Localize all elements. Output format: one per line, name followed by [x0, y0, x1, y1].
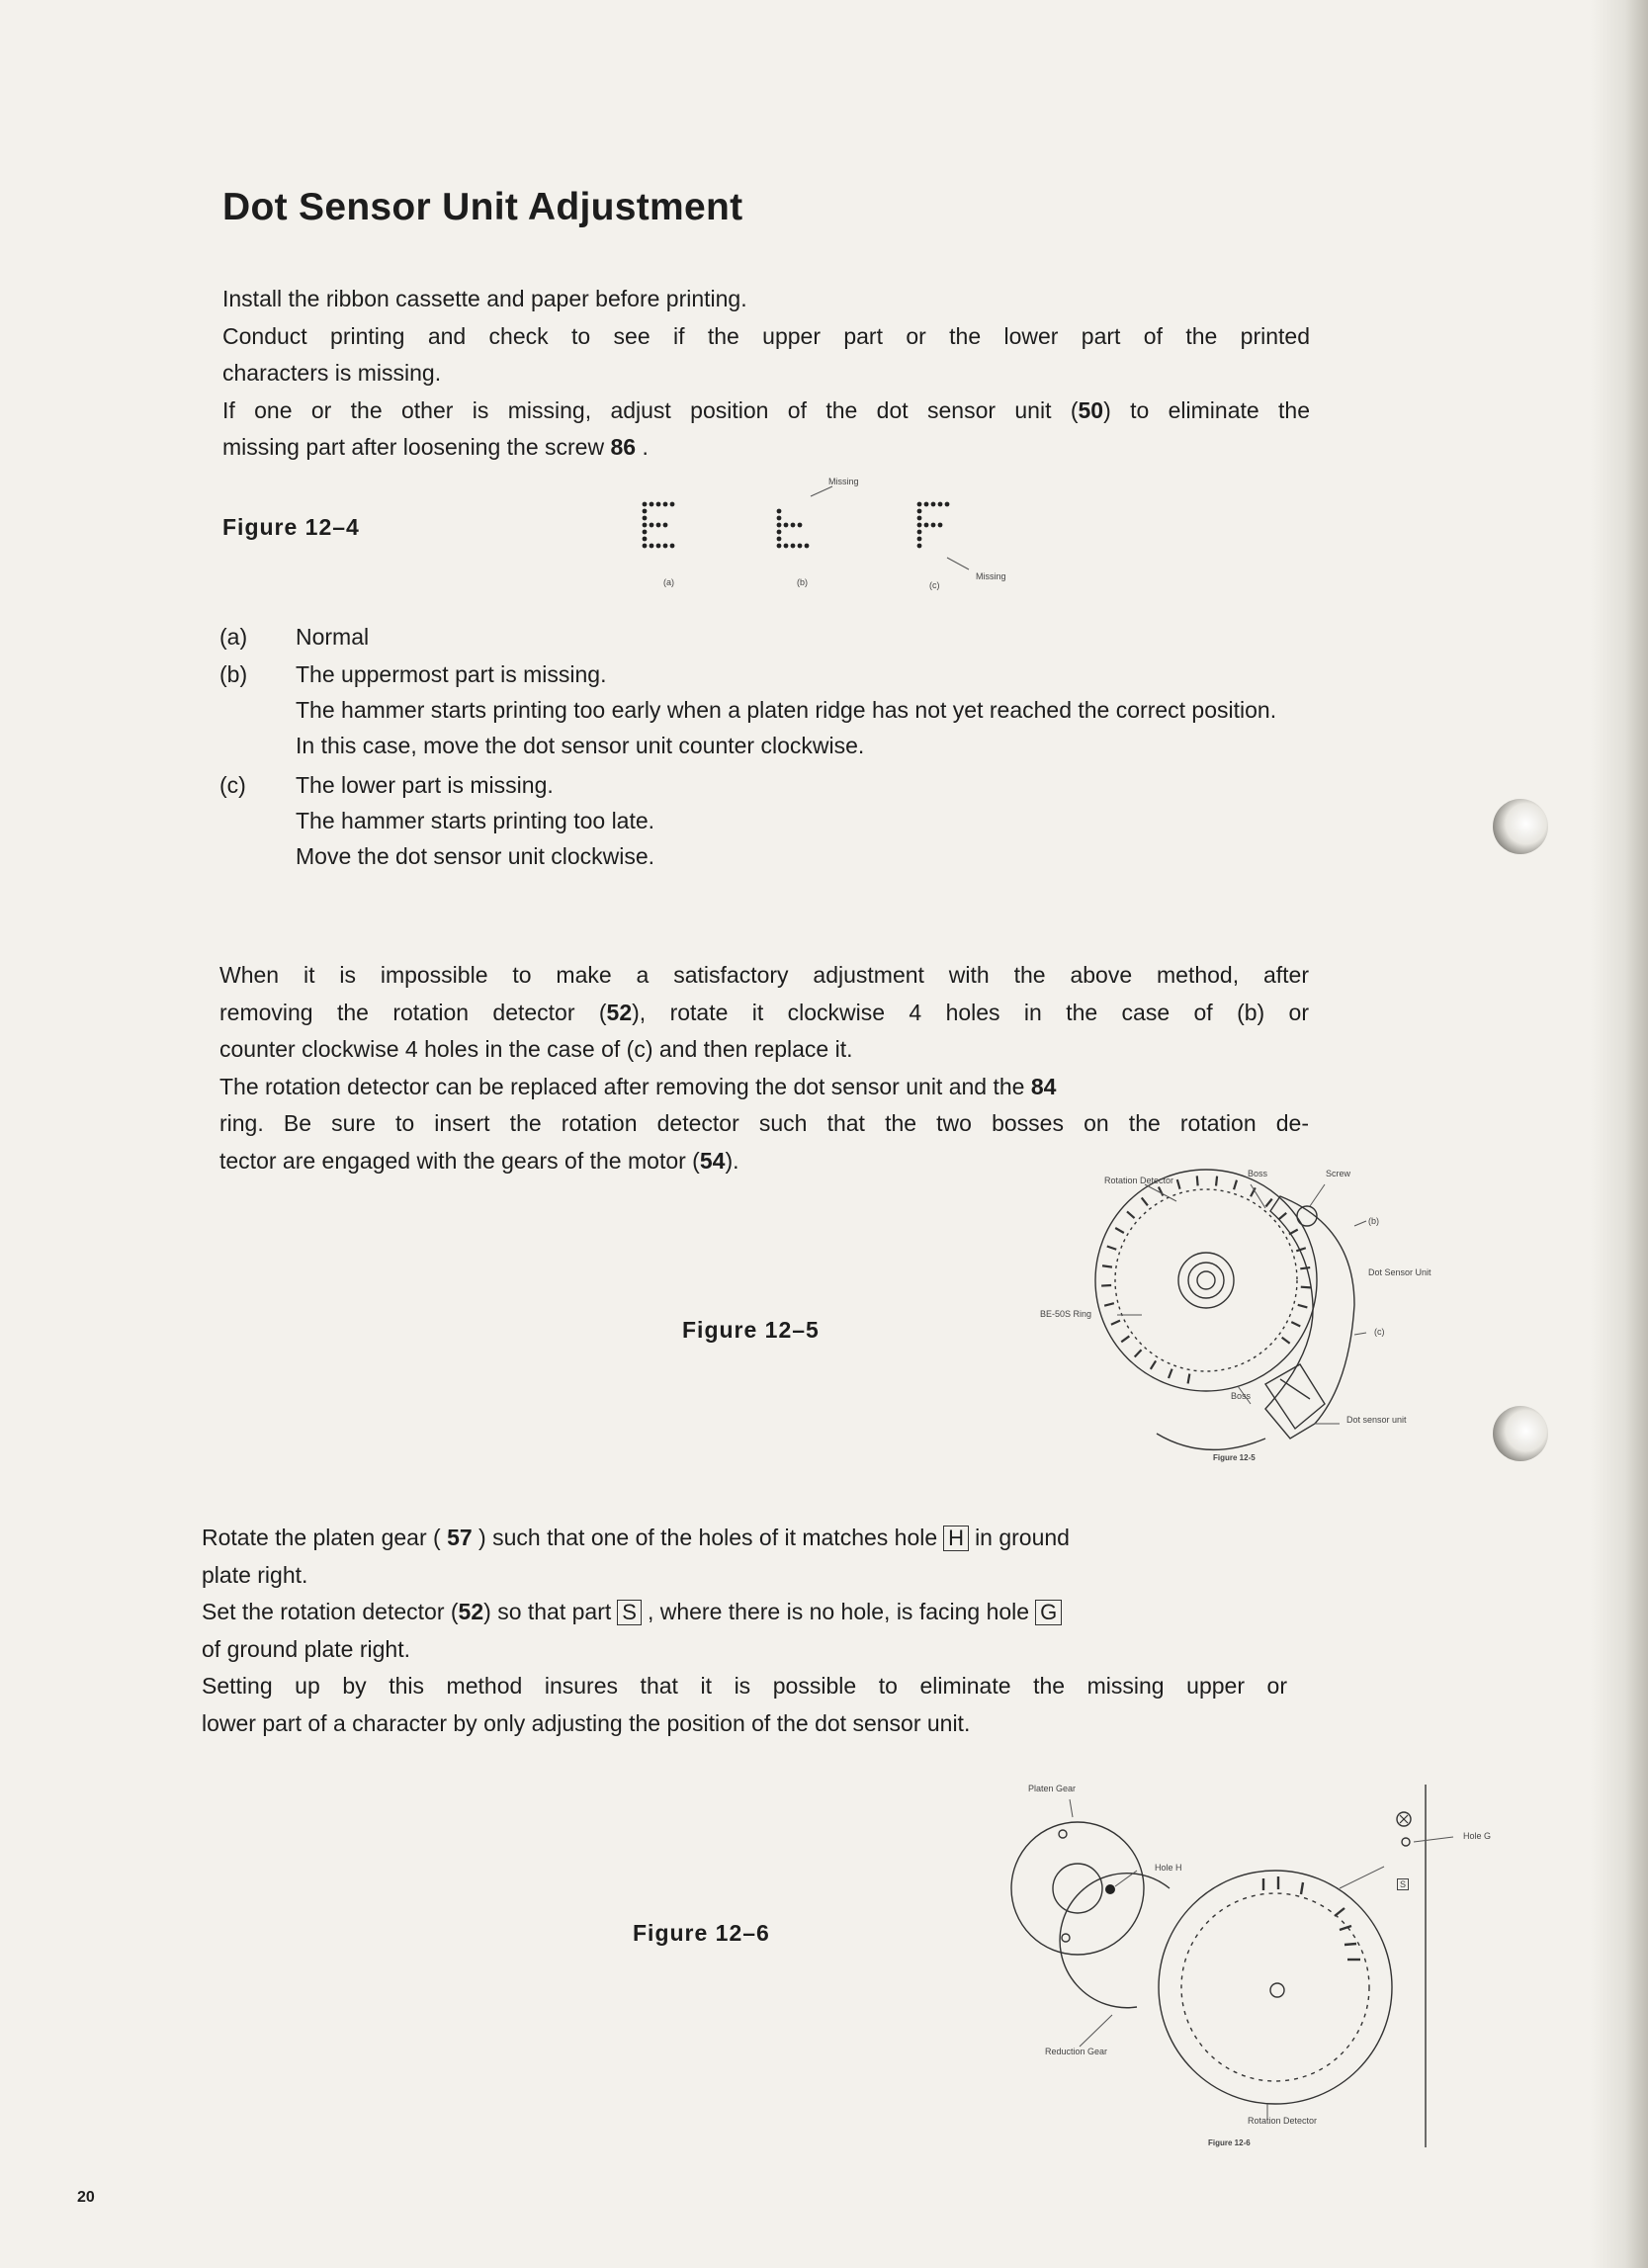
- fig125-caption: Figure 12-5: [1213, 1453, 1256, 1462]
- fig126-platen-gear-label: Platen Gear: [1028, 1784, 1077, 1793]
- matrix-dot: [805, 544, 810, 549]
- fig125-c-label: (c): [1374, 1327, 1385, 1337]
- page-edge: [1591, 0, 1648, 2268]
- fig125-rotation-detector-label: Rotation Detector: [1104, 1176, 1174, 1185]
- matrix-dot: [656, 523, 661, 528]
- detector-hole-mark: [1265, 1199, 1271, 1207]
- matrix-dot: [917, 537, 922, 542]
- matrix-dot: [917, 523, 922, 528]
- detector-hole-mark: [1135, 1350, 1142, 1356]
- para2-line: The rotation detector can be replaced after removing the dot sensor unit and the 84: [219, 1073, 1057, 1099]
- fig124-label-b: (b): [797, 577, 808, 587]
- missing-label-top: Missing: [828, 477, 859, 486]
- matrix-dot: [784, 523, 789, 528]
- para3-line: plate right.: [202, 1561, 308, 1588]
- figure-12-6-gear-diagram: [998, 1780, 1522, 2165]
- matrix-dot: [656, 502, 661, 507]
- matrix-dot: [777, 523, 782, 528]
- matrix-dot: [931, 523, 936, 528]
- detector-hole-mark: [1104, 1303, 1114, 1305]
- fig124-label-a: (a): [663, 577, 674, 587]
- matrix-dot: [917, 516, 922, 521]
- fig125-dot-sensor-unit-lower-label: Dot sensor unit: [1346, 1415, 1407, 1425]
- detector-hole-mark: [1101, 1285, 1111, 1286]
- detector-hole-mark: [1291, 1322, 1300, 1326]
- binder-hole: [1493, 799, 1548, 854]
- list-item-a: (a) Normal: [219, 624, 370, 650]
- matrix-dot: [938, 502, 943, 507]
- intro-line: If one or the other is missing, adjust position of the dot sensor unit (50) to eliminate the: [222, 396, 1311, 423]
- detector-hole-mark: [1188, 1374, 1190, 1384]
- para2-line: ring. Be sure to insert the rotation detector such that the two bosses on the rotation de-: [219, 1110, 1309, 1136]
- matrix-dot: [777, 537, 782, 542]
- matrix-dot: [938, 523, 943, 528]
- missing-label-bottom: Missing: [976, 571, 1006, 581]
- list-item-b: (b) The uppermost part is missing. The hammer starts printing too early when a platen ridge has not yet reached the correct position. In this case, move the dot sensor unit counter clockwise.: [219, 661, 1277, 758]
- detector-hole-mark: [1234, 1180, 1237, 1190]
- matrix-dot: [924, 523, 929, 528]
- figure-12-5-rotation-detector-diagram: [1028, 1157, 1463, 1473]
- matrix-dot: [650, 544, 654, 549]
- para3-line: Setting up by this method insures that it is possible to eliminate the missing upper or: [202, 1673, 1287, 1699]
- matrix-dot: [931, 502, 936, 507]
- matrix-dot: [917, 502, 922, 507]
- matrix-dot: [924, 502, 929, 507]
- matrix-dot: [917, 544, 922, 549]
- fig124-label-c: (c): [929, 580, 940, 590]
- figure-12-4-label: Figure 12–4: [222, 514, 360, 540]
- intro-line: characters is missing.: [222, 360, 442, 386]
- matrix-dot: [777, 544, 782, 549]
- page-title: Dot Sensor Unit Adjustment: [222, 186, 743, 228]
- detector-hole-mark: [1151, 1360, 1156, 1368]
- matrix-dot: [670, 544, 675, 549]
- matrix-dot: [777, 530, 782, 535]
- para2-line: tector are engaged with the gears of the motor (54).: [219, 1147, 739, 1174]
- page-number: 20: [77, 2189, 95, 2206]
- list-item-c: (c) The lower part is missing. The hammer starts printing too late. Move the dot sensor unit clockwise.: [219, 772, 655, 869]
- part-s-box: S: [617, 1600, 642, 1625]
- para3-line: Set the rotation detector (52) so that part S , where there is no hole, is facing hole G: [202, 1594, 1289, 1631]
- missing-pointer-top: [811, 486, 832, 496]
- matrix-dot: [945, 502, 950, 507]
- matrix-dot: [656, 544, 661, 549]
- matrix-dot: [643, 502, 648, 507]
- missing-pointer-bottom: [947, 558, 969, 569]
- detector-hole-mark: [1282, 1338, 1290, 1344]
- para3-line: lower part of a character by only adjusting the position of the dot sensor unit.: [202, 1709, 971, 1736]
- para2-line: When it is impossible to make a satisfactory adjustment with the above method, after: [219, 962, 1309, 988]
- paragraph-3: [202, 1520, 1289, 1742]
- fig126-hole-g-label: Hole G: [1463, 1831, 1492, 1841]
- fig125-screw-label: Screw: [1326, 1169, 1351, 1178]
- matrix-dot: [663, 523, 668, 528]
- intro-line: missing part after loosening the screw 86 .: [222, 434, 649, 460]
- detector-hole-mark: [1177, 1179, 1180, 1189]
- detector-hole-mark: [1216, 1177, 1217, 1186]
- intro-line: Install the ribbon cassette and paper before printing.: [222, 286, 747, 311]
- detector-hole-mark: [1301, 1287, 1311, 1288]
- fig125-boss-top-label: Boss: [1248, 1169, 1268, 1178]
- detector-hole-mark: [1159, 1187, 1164, 1196]
- detector-hole-mark: [1197, 1176, 1198, 1185]
- detector-hole-mark: [1289, 1230, 1298, 1235]
- matrix-dot: [798, 523, 803, 528]
- hole-h-box: H: [943, 1526, 969, 1551]
- para2-line: removing the rotation detector (52), rotate it clockwise 4 holes in the case of (b) or: [219, 999, 1310, 1025]
- detector-hole-mark: [1300, 1267, 1310, 1268]
- detector-hole-mark: [1296, 1248, 1306, 1251]
- fig126-s-label: S: [1397, 1878, 1409, 1890]
- detector-hole-mark: [1142, 1197, 1148, 1205]
- fig126-reduction-gear-label: Reduction Gear: [1045, 2047, 1108, 2056]
- figure-12-5-label: Figure 12–5: [682, 1317, 820, 1343]
- fig126-rotation-detector-label: Rotation Detector: [1248, 2116, 1318, 2126]
- matrix-dot: [643, 544, 648, 549]
- fig125-boss-bottom-label: Boss: [1231, 1391, 1252, 1401]
- matrix-dot: [670, 502, 675, 507]
- matrix-dot: [643, 509, 648, 514]
- matrix-dot: [917, 530, 922, 535]
- matrix-dot: [798, 544, 803, 549]
- detector-hole-mark: [1279, 1213, 1287, 1219]
- binder-hole: [1493, 1406, 1548, 1461]
- matrix-dot: [784, 544, 789, 549]
- matrix-dot: [643, 516, 648, 521]
- para3-line: of ground plate right.: [202, 1635, 410, 1662]
- matrix-dot: [791, 523, 796, 528]
- matrix-dot: [663, 502, 668, 507]
- para3-line: Rotate the platen gear ( 57 ) such that one of the holes of it matches hole H in ground: [202, 1525, 1070, 1550]
- detector-hole-mark: [1169, 1369, 1172, 1378]
- fig125-ring-label: BE-50S Ring: [1040, 1309, 1092, 1319]
- detector-hole-mark: [1107, 1246, 1116, 1249]
- detector-hole-mark: [1127, 1211, 1135, 1218]
- matrix-dot: [643, 530, 648, 535]
- matrix-dot: [777, 516, 782, 521]
- detector-hole-mark: [1111, 1321, 1120, 1325]
- fig125-dot-sensor-unit-label: Dot Sensor Unit: [1368, 1267, 1431, 1277]
- para2-line: counter clockwise 4 holes in the case of (c) and then replace it.: [219, 1036, 853, 1062]
- paragraph-2: [219, 957, 1309, 1179]
- matrix-dot: [650, 523, 654, 528]
- matrix-dot: [643, 537, 648, 542]
- fig126-caption: Figure 12-6: [1208, 2138, 1251, 2147]
- intro-line: Conduct printing and check to see if the upper part or the lower part of the printed: [222, 322, 1310, 349]
- detector-hole-mark: [1298, 1305, 1308, 1308]
- detector-hole-mark: [1121, 1336, 1129, 1342]
- matrix-dot: [643, 523, 648, 528]
- fig125-b-label: (b): [1368, 1216, 1379, 1226]
- fig126-hole-h-label: Hole H: [1155, 1863, 1182, 1873]
- hole-g-box: G: [1035, 1600, 1062, 1625]
- matrix-dot: [777, 509, 782, 514]
- matrix-dot: [663, 544, 668, 549]
- figure-12-6-label: Figure 12–6: [633, 1920, 770, 1946]
- matrix-dot: [791, 544, 796, 549]
- detector-hole-mark: [1115, 1228, 1124, 1233]
- detector-hole-mark: [1102, 1265, 1112, 1266]
- matrix-dot: [650, 502, 654, 507]
- intro-paragraph: [222, 281, 1310, 467]
- matrix-dot: [917, 509, 922, 514]
